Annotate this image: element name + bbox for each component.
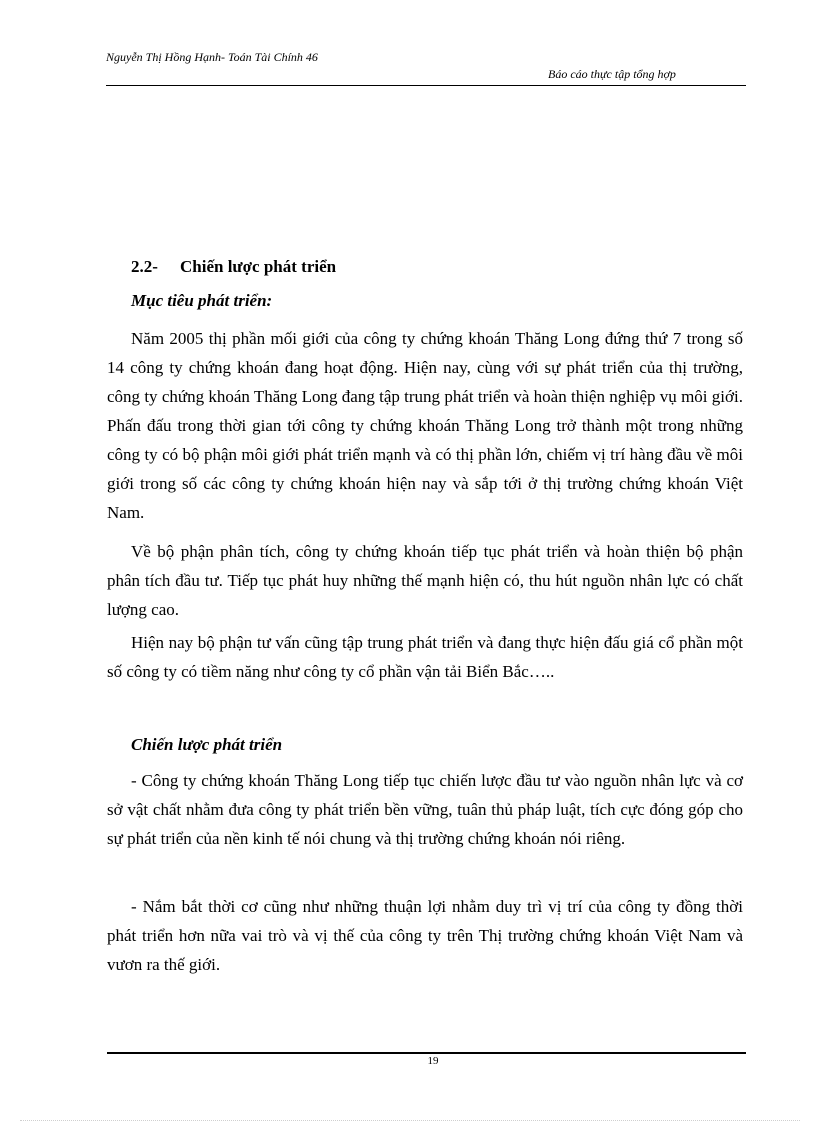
paragraph-goals-3: Hiện nay bộ phận tư vấn cũng tập trung phát triển và đang thực hiện đấu giá cổ phần một số công ty có tiềm năng như công ty cổ phần vận tải Biển Bắc….. [107,633,743,681]
paragraph-strategy-2: - Nắm bắt thời cơ cũng như những thuận lợi nhằm duy trì vị trí của công ty đồng thời phát triển hơn nữa vai trò và vị thế của công ty trên Thị trường chứng khoán Việt Nam và vươn ra thế giới. [107,897,743,974]
page-bottom-dotted-line [20,1120,800,1121]
subsection-title-goals: Mục tiêu phát triển: [131,291,273,310]
section-number: 2.2- [131,257,158,276]
page-number: 19 [427,1055,439,1067]
subsection-title-strategy: Chiến lược phát triển [131,735,283,754]
footer-rule [107,1052,746,1054]
header-rule [106,85,746,86]
header-author: Nguyễn Thị Hồng Hạnh- Toán Tài Chính 46 [106,50,318,64]
paragraph-strategy-1: - Công ty chứng khoán Thăng Long tiếp tục chiến lược đầu tư vào nguồn nhân lực và cơ sở vật chất nhằm đưa công ty phát triển bền vững, tuân thủ pháp luật, tích cực đóng góp cho sự phát triển của nền kinh tế nói chung và thị trường chứng khoán nói riêng. [107,771,743,848]
section-title: Chiến lược phát triển [180,257,337,276]
paragraph-goals-1: Năm 2005 thị phần mối giới của công ty chứng khoán Thăng Long đứng thứ 7 trong số 14 công ty chứng khoán đang hoạt động. Hiện nay, cùng với sự phát triển của thị trường, công ty chứng khoán Thăng Long đang tập trung phát triển và hoàn thiện nghiệp vụ môi giới. Phấn đấu trong thời gian tới công ty chứng khoán Thăng Long trở thành một trong những công ty có bộ phận môi giới phát triển mạnh và có thị phần lớn, chiếm vị trí hàng đầu về môi giới trong số các công ty chứng khoán hiện nay và sắp tới ở thị trường chứng khoán Việt Nam. [107,329,743,522]
header-report-title: Báo cáo thực tập tổng hợp [548,67,676,81]
section-heading [131,257,336,277]
paragraph-goals-2: Về bộ phận phân tích, công ty chứng khoán tiếp tục phát triển và hoàn thiện bộ phận phân tích đầu tư. Tiếp tục phát huy những thế mạnh hiện có, thu hút nguồn nhân lực có chất lượng cao. [107,542,743,619]
